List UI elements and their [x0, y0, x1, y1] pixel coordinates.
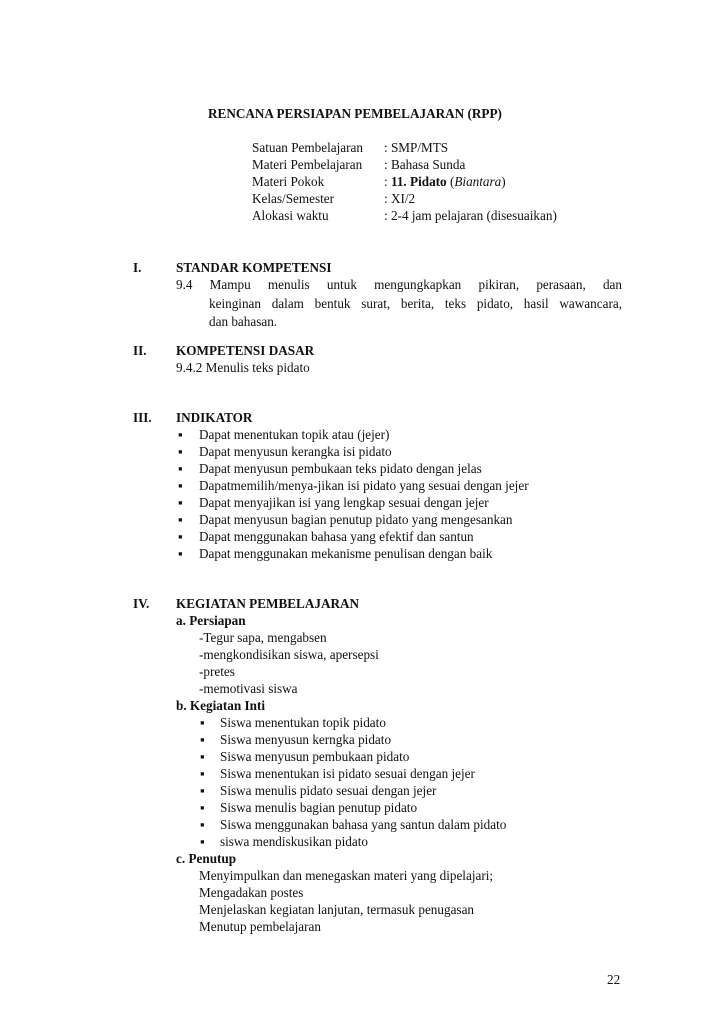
bullet-icon: ▪ [178, 461, 183, 476]
section-4-numeral: IV. [133, 596, 150, 611]
meta-label-materi: Materi Pembelajaran [252, 157, 363, 172]
bullet-icon: ▪ [178, 512, 183, 527]
meta-label-materi-pokok: Materi Pokok [252, 174, 325, 189]
indikator-item: Dapat menyusun pembukaan teks pidato dengan jelas [199, 461, 482, 476]
bullet-icon: ▪ [200, 715, 205, 730]
bullet-icon: ▪ [200, 800, 205, 815]
section-1-title: STANDAR KOMPETENSI [176, 260, 332, 275]
section-2-title: KOMPETENSI DASAR [176, 343, 315, 358]
penutup-line: Menutup pembelajaran [199, 919, 321, 934]
bullet-icon: ▪ [178, 529, 183, 544]
meta-label-alokasi: Alokasi waktu [252, 208, 329, 223]
meta-value-alokasi: : 2-4 jam pelajaran (disesuaikan) [384, 208, 557, 223]
meta-value-mid: ( [446, 174, 455, 189]
meta-value-materi: : Bahasa Sunda [384, 157, 466, 172]
bullet-icon: ▪ [200, 766, 205, 781]
subsection-c-label: c. Penutup [176, 851, 237, 866]
section-1-line-1 [176, 276, 622, 293]
bullet-icon: ▪ [200, 749, 205, 764]
indikator-item: Dapat menggunakan bahasa yang efektif dan santun [199, 529, 474, 544]
kegiatan-inti-item: Siswa menyusun pembukaan pidato [220, 749, 410, 764]
indikator-item: Dapat menyajikan isi yang lengkap sesuai dengan jejer [199, 495, 489, 510]
section-1-line-2-text: keinginan dalam bentuk surat, berita, teks pidato, hasil wawancara, [209, 296, 622, 311]
kegiatan-inti-item: Siswa menyusun kerngka pidato [220, 732, 392, 747]
bullet-icon: ▪ [178, 427, 183, 442]
kegiatan-inti-item: Siswa menentukan isi pidato sesuai dengan jejer [220, 766, 475, 781]
bullet-icon: ▪ [178, 546, 183, 561]
kegiatan-inti-item: Siswa menulis bagian penutup pidato [220, 800, 418, 815]
indikator-item: Dapat menentukan topik atau (jejer) [199, 427, 390, 442]
section-3-title: INDIKATOR [176, 410, 253, 425]
meta-value-kelas: : XI/2 [384, 191, 416, 206]
indikator-item: Dapatmemilih/menya-jikan isi pidato yang sesuai dengan jejer [199, 478, 529, 493]
section-1-line-2 [209, 295, 622, 312]
page-number: 22 [607, 972, 621, 987]
bullet-icon: ▪ [178, 444, 183, 459]
bullet-icon: ▪ [178, 495, 183, 510]
persiapan-line: -mengkondisikan siswa, apersepsi [199, 647, 379, 662]
section-3-numeral: III. [133, 410, 152, 425]
persiapan-line: -pretes [199, 664, 235, 679]
persiapan-line: -Tegur sapa, mengabsen [199, 630, 327, 645]
meta-value-prefix: : [384, 174, 391, 189]
penutup-line: Mengadakan postes [199, 885, 304, 900]
penutup-line: Menyimpulkan dan menegaskan materi yang dipelajari; [199, 868, 494, 883]
meta-label-kelas: Kelas/Semester [252, 191, 335, 206]
subsection-b-label: b. Kegiatan Inti [176, 698, 266, 713]
bullet-icon: ▪ [200, 732, 205, 747]
kegiatan-inti-item: Siswa menentukan topik pidato [220, 715, 386, 730]
indikator-item: Dapat menyusun bagian penutup pidato yang mengesankan [199, 512, 513, 527]
document-title: RENCANA PERSIAPAN PEMBELAJARAN (RPP) [208, 106, 502, 121]
section-1-numeral: I. [133, 260, 142, 275]
section-2-numeral: II. [133, 343, 147, 358]
meta-value-italic: Biantara [454, 174, 502, 189]
kegiatan-inti-item: Siswa menggunakan bahasa yang santun dalam pidato [220, 817, 507, 832]
subsection-a-label: a. Persiapan [176, 613, 246, 628]
section-2-text: 9.4.2 Menulis teks pidato [176, 360, 310, 375]
bullet-icon: ▪ [200, 817, 205, 832]
indikator-item: Dapat menyusun kerangka isi pidato [199, 444, 392, 459]
bullet-icon: ▪ [200, 783, 205, 798]
section-4-title: KEGIATAN PEMBELAJARAN [176, 596, 360, 611]
section-1-line-3: dan bahasan. [209, 314, 278, 329]
persiapan-line: -memotivasi siswa [199, 681, 298, 696]
meta-value-bold: 11. Pidato [390, 174, 447, 189]
section-1-line-1-text: 9.4 Mampu menulis untuk mengungkapkan pikiran, perasaan, dan [176, 277, 622, 292]
kegiatan-inti-item: siswa mendiskusikan pidato [220, 834, 368, 849]
indikator-item: Dapat menggunakan mekanisme penulisan dengan baik [199, 546, 493, 561]
bullet-icon: ▪ [178, 478, 183, 493]
kegiatan-inti-item: Siswa menulis pidato sesuai dengan jejer [220, 783, 437, 798]
meta-value-satuan: : SMP/MTS [384, 140, 449, 155]
meta-value-suffix: ) [501, 174, 506, 189]
meta-value-materi-pokok [384, 173, 506, 190]
meta-label-satuan: Satuan Pembelajaran [252, 140, 363, 155]
bullet-icon: ▪ [200, 834, 205, 849]
penutup-line: Menjelaskan kegiatan lanjutan, termasuk penugasan [199, 902, 475, 917]
